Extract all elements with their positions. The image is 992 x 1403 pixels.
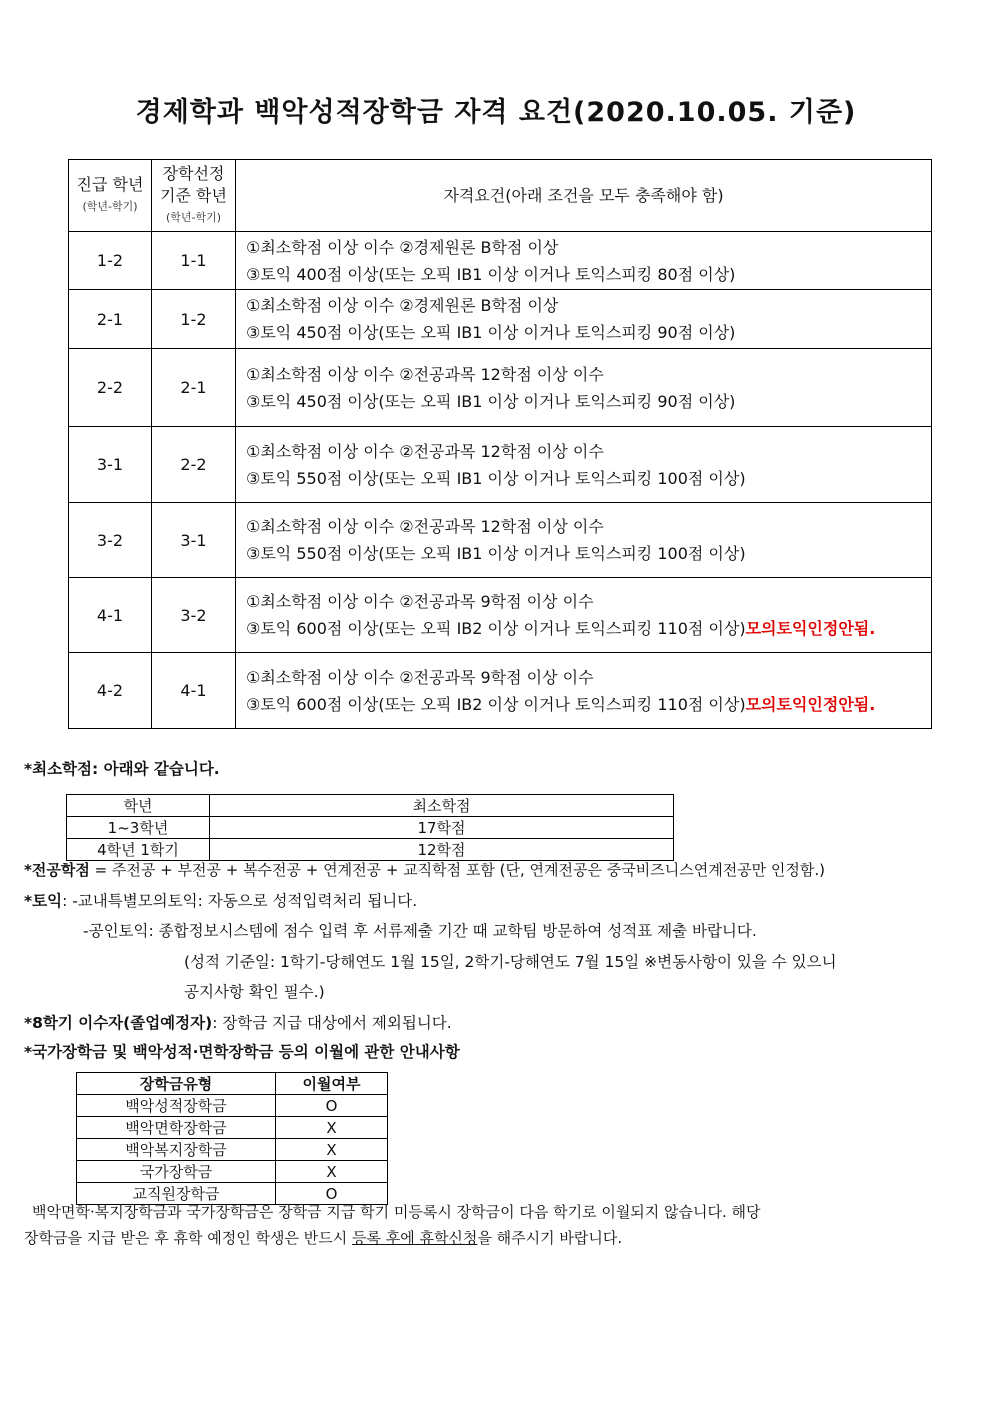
- table-row: 백악성적장학금 O: [77, 1095, 388, 1117]
- eligibility-table: [68, 159, 932, 729]
- table-row: 2-2 2-1 ①최소학점 이상 이수 ②전공과목 12학점 이상 이수 ③토익 450점 이상(또는 오픽 IB1 이상 이거나 토익스피킹 90점 이상): [69, 349, 932, 427]
- toeic-official-note: -공인토익: 종합정보시스템에 점수 입력 후 서류제출 기간 때 교학팀 방문하여 성적표 제출 바랍니다.: [83, 922, 757, 940]
- min-credit-heading: *최소학점: 아래와 같습니다.: [24, 760, 220, 778]
- table-header-row: 장학금유형 이월여부: [77, 1073, 388, 1095]
- footer-line-1: 백악면학·복지장학금과 국가장학금은 장학금 지급 학기 미등록시 장학금이 다음 학기로 이월되지 않습니다. 해당: [32, 1203, 761, 1221]
- header-base-grade: 장학선정 기준 학년 (학년-학기): [152, 160, 236, 232]
- register-then-leave-emphasis: 등록 후에 휴학신청: [351, 1229, 478, 1247]
- footer-line-2: 장학금을 지급 받은 후 휴학 예정인 학생은 반드시 등록 후에 휴학신청을 해주시기 바랍니다.: [24, 1229, 623, 1247]
- major-credit-note: *전공학점 = 주전공 + 부전공 + 복수전공 + 연계전공 + 교직학점 포함 (단, 연계전공은 중국비즈니스연계전공만 인정함.): [24, 861, 826, 879]
- toeic-date-note: (성적 기준일: 1학기-당해연도 1월 15일, 2학기-당해연도 7월 15일 ※변동사항이 있을 수 있으니: [184, 953, 837, 971]
- table-row: 4-1 3-2 ①최소학점 이상 이수 ②전공과목 9학점 이상 이수 ③토익 600점 이상(또는 오픽 IB2 이상 이거나 토익스피킹 110점 이상)모의토익인정안됨.: [69, 578, 932, 653]
- table-header-row: 학년 최소학점: [67, 795, 674, 817]
- header-promotion-grade: 진급 학년 (학년-학기): [69, 160, 152, 232]
- table-row: 4학년 1학기 12학점: [67, 839, 674, 861]
- toeic-note: *토익: -교내특별모의토익: 자동으로 성적입력처리 됩니다.: [24, 892, 418, 910]
- min-credit-table: [66, 794, 674, 861]
- table-row: 교직원장학금 O: [77, 1183, 388, 1205]
- table-header-row: [69, 160, 932, 232]
- table-row: 백악면학장학금 X: [77, 1117, 388, 1139]
- table-row: 백악복지장학금 X: [77, 1139, 388, 1161]
- mock-toeic-warning: 모의토익인정안됨.: [745, 619, 876, 638]
- table-row: 1-2 1-1 ①최소학점 이상 이수 ②경제원론 B학점 이상 ③토익 400점 이상(또는 오픽 IB1 이상 이거나 토익스피킹 80점 이상): [69, 232, 932, 290]
- page-title: 경제학과 백악성적장학금 자격 요건(2020.10.05. 기준): [135, 97, 857, 128]
- table-row: 3-2 3-1 ①최소학점 이상 이수 ②전공과목 12학점 이상 이수 ③토익 550점 이상(또는 오픽 IB1 이상 이거나 토익스피킹 100점 이상): [69, 503, 932, 578]
- table-row: 1~3학년 17학점: [67, 817, 674, 839]
- carryover-heading: *국가장학금 및 백악성적·면학장학금 등의 이월에 관한 안내사항: [24, 1043, 460, 1061]
- mock-toeic-warning: 모의토익인정안됨.: [745, 694, 876, 714]
- toeic-date-note-2: 공지사항 확인 필수.): [184, 983, 325, 1001]
- table-row: 국가장학금 X: [77, 1161, 388, 1183]
- semester8-note: *8학기 이수자(졸업예정자): 장학금 지급 대상에서 제외됩니다.: [24, 1014, 452, 1032]
- table-row: 2-1 1-2 ①최소학점 이상 이수 ②경제원론 B학점 이상 ③토익 450점 이상(또는 오픽 IB1 이상 이거나 토익스피킹 90점 이상): [69, 290, 932, 349]
- table-row: 4-2 4-1 ①최소학점 이상 이수 ②전공과목 9학점 이상 이수 ③토익 600점 이상(또는 오픽 IB2 이상 이거나 토익스피킹 110점 이상)모의토익인정안됨.: [69, 653, 932, 729]
- table-row: 3-1 2-2 ①최소학점 이상 이수 ②전공과목 12학점 이상 이수 ③토익 550점 이상(또는 오픽 IB1 이상 이거나 토익스피킹 100점 이상): [69, 427, 932, 503]
- scholarship-carryover-table: [76, 1072, 388, 1205]
- header-requirements: 자격요건(아래 조건을 모두 충족해야 함): [236, 160, 932, 232]
